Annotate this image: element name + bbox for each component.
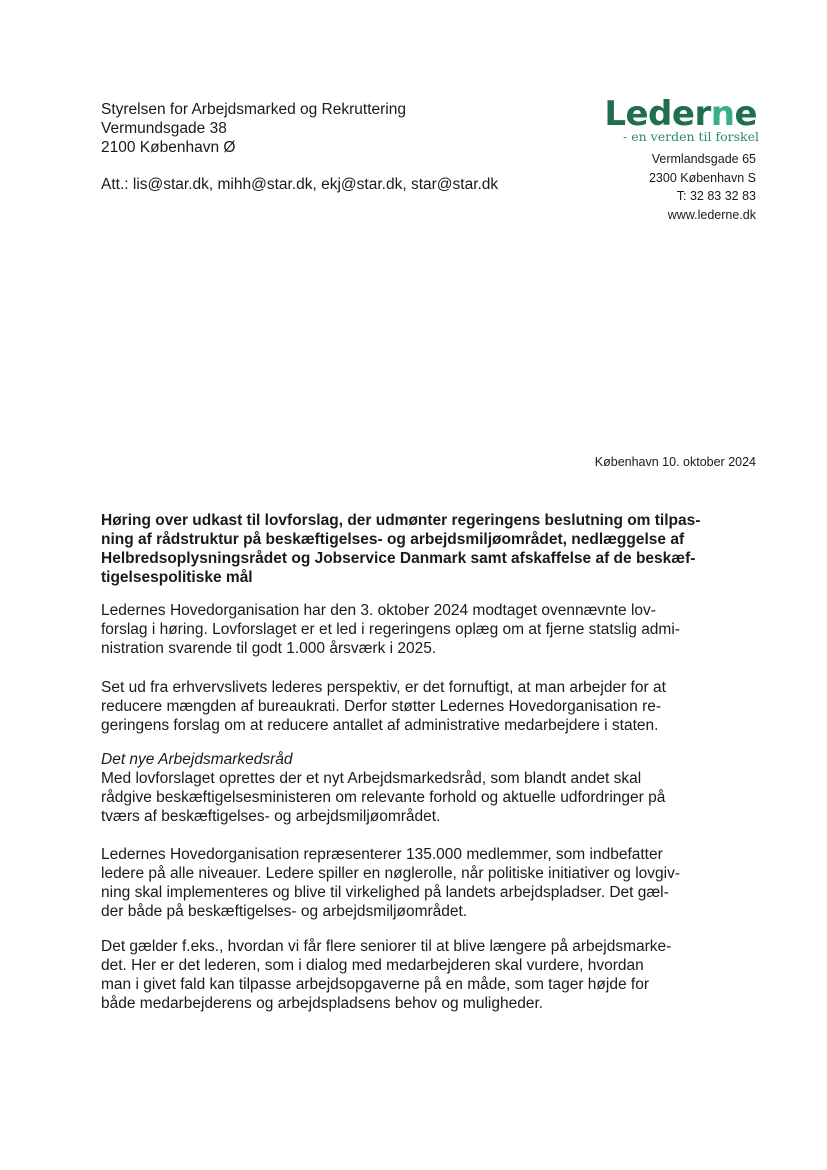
sender-address bbox=[649, 150, 756, 224]
recipient-street: Vermundsgade 38 bbox=[101, 120, 227, 137]
paragraph-2: Set ud fra erhvervslivets lederes perspektiv, er det fornuftigt, at man arbejder for at reducere mængden af bureaukrati. Derfor støtter Ledernes Hovedorganisation re- geringens forslag om at reducere antallet af administrative medarbejdere i staten. bbox=[101, 679, 666, 734]
paragraph-1: Ledernes Hovedorganisation har den 3. oktober 2024 modtaget ovennævnte lov- forslag i høring. Lovforslaget er et led i regeringens oplæg om at fjerne statslig admi- nistration svarende til godt 1.000 årsværk i 2025. bbox=[101, 602, 680, 657]
subject-heading: Høring over udkast til lovforslag, der udmønter regeringens beslutning om tilpas- ning af rådstruktur på beskæftigelses- og arbejdsmiljøområdet, nedlæggelse af Helbredsoplysningsrådet og Jobservice Danmark samt afskaffelse af de beskæf- tigelsespolitiske mål bbox=[101, 512, 701, 586]
paragraph-5: Det gælder f.eks., hvordan vi får flere seniorer til at blive længere på arbejdsmarke- det. Her er det lederen, som i dialog med medarbejderen skal vurdere, hvordan man i givet fald kan tilpasse arbejdsopgaverne på en måde, som tager højde for både medarbejderens og arbejdspladsens behov og muligheder. bbox=[101, 938, 672, 1012]
attention-line: Att.: lis@star.dk, mihh@star.dk, ekj@star.dk, star@star.dk bbox=[101, 176, 499, 193]
sender-street: Vermlandsgade 65 bbox=[651, 152, 756, 166]
sender-phone: T: 32 83 32 83 bbox=[676, 189, 756, 203]
section-heading: Det nye Arbejdsmarkedsråd bbox=[101, 751, 293, 768]
paragraph-3: Det nye Arbejdsmarkedsråd Med lovforslaget oprettes der et nyt Arbejdsmarkedsråd, som blandt andet skal rådgive beskæftigelsesministeren om relevante forhold og aktuelle udfordringer på tværs af beskæftigelses- og arbejdsmiljøområdet. bbox=[101, 750, 731, 826]
letter-date: København 10. oktober 2024 bbox=[594, 455, 756, 469]
sender-city: 2300 København S bbox=[648, 170, 756, 185]
lederne-logo bbox=[604, 96, 757, 144]
logo-wordmark: Lederne bbox=[604, 94, 757, 134]
logo-tagline: - en verden til forskel bbox=[623, 129, 759, 144]
sender-website: www.lederne.dk bbox=[667, 207, 756, 222]
recipient-name: Styrelsen for Arbejdsmarked og Rekruttering bbox=[101, 101, 406, 118]
recipient-city: 2100 København Ø bbox=[101, 139, 236, 156]
paragraph-4: Ledernes Hovedorganisation repræsenterer 135.000 medlemmer, som indbefatter ledere på alle niveauer. Ledere spiller en nøglerolle, når politiske initiativer og lovgiv- ning skal implementeres og blive til virkelighed på landets arbejdspladser. Det gæl- der både på beskæftigelses- og arbejdsmiljøområdet. bbox=[101, 846, 680, 920]
recipient-address bbox=[101, 100, 406, 157]
